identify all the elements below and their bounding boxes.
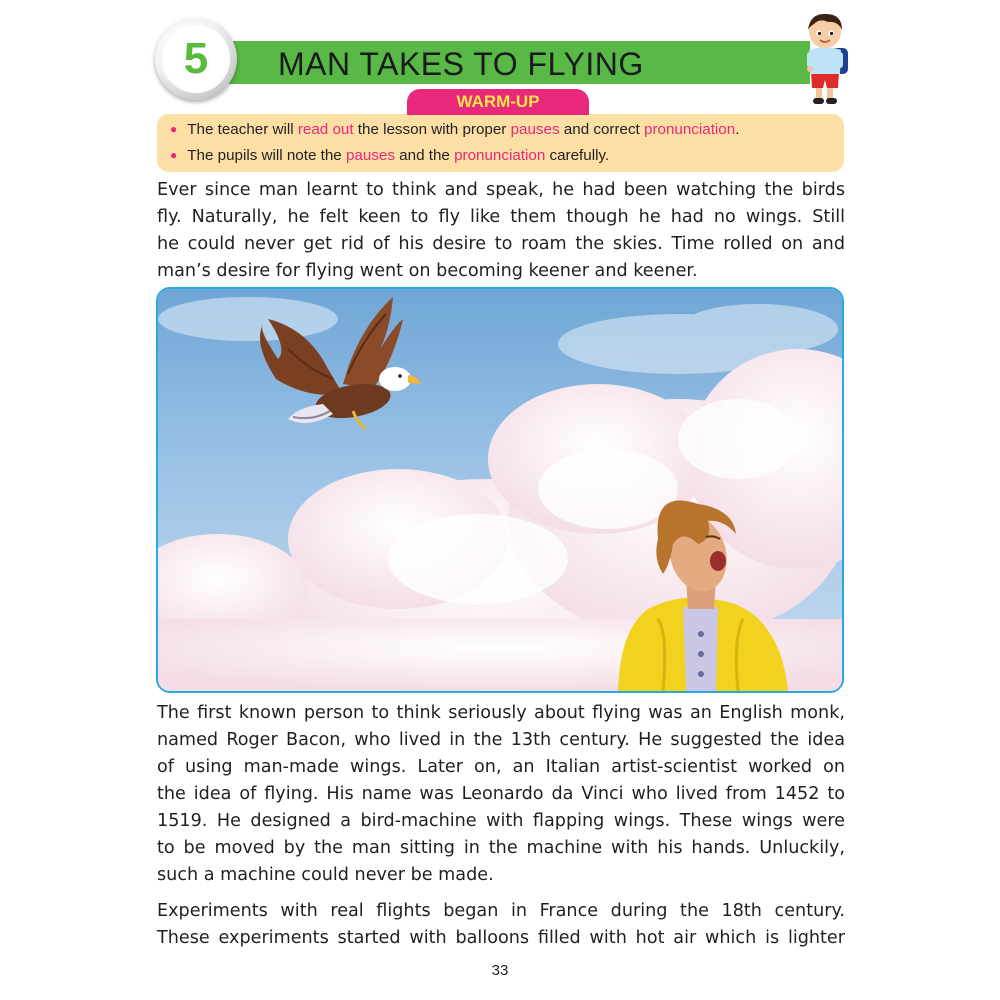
warmup-highlight: pronunciation xyxy=(454,147,546,164)
warmup-line-1 xyxy=(170,118,739,142)
warmup-text: carefully. xyxy=(545,147,610,164)
paragraph-2 xyxy=(157,700,845,889)
text-line: he could never get rid of his desire to roam the skies. Time rolled on and xyxy=(157,234,845,254)
text-line: to be moved by the man sitting in the machine with his hands. Unluckily, xyxy=(157,838,845,858)
warmup-badge: WARM-UP xyxy=(407,89,589,115)
bullet-icon: ● xyxy=(170,148,178,162)
text-line: fly. Naturally, he felt keen to fly like them though he had no wings. Still xyxy=(157,207,845,227)
warmup-text: The pupils will note the xyxy=(187,147,346,164)
illustration xyxy=(156,287,844,693)
text-line: These experiments started with balloons filled with hot air which is lighter xyxy=(157,928,845,948)
text-line: the idea of flying. His name was Leonardo da Vinci who lived from 1452 to xyxy=(157,784,845,804)
text-line: such a machine could never be made. xyxy=(157,865,494,885)
text-line: Ever since man learnt to think and speak, he had been watching the birds xyxy=(157,180,845,200)
page-number: 33 xyxy=(491,962,509,979)
warmup-text: the lesson with proper xyxy=(353,121,511,138)
warmup-highlight: pronunciation xyxy=(644,121,736,138)
warmup-text: and correct xyxy=(559,121,644,138)
text-line: named Roger Bacon, who lived in the 13th century. He suggested the idea xyxy=(157,730,845,750)
text-line: of using man-made wings. Later on, an Italian artist-scientist worked on xyxy=(157,757,845,777)
paragraph-3 xyxy=(157,898,845,952)
warmup-text: The teacher will xyxy=(187,121,298,138)
warmup-highlight: read out xyxy=(297,121,354,138)
text-line: Experiments with real flights began in France during the 18th century. xyxy=(157,901,845,921)
boy-mascot-icon xyxy=(796,8,854,108)
chapter-title: MAN TAKES TO FLYING xyxy=(278,46,644,82)
paragraph-1 xyxy=(157,177,845,285)
warmup-text: and the xyxy=(394,147,455,164)
chapter-number-badge xyxy=(155,18,237,100)
warmup-highlight: pauses xyxy=(510,121,560,138)
warmup-highlight: pauses xyxy=(345,147,395,164)
text-line: 1519. He designed a bird-machine with flapping wings. These wings were xyxy=(157,811,845,831)
sky-eagle-man-illustration xyxy=(158,289,842,691)
text-line: man’s desire for flying went on becoming keener and keener. xyxy=(157,261,698,281)
warmup-line-2 xyxy=(170,144,609,168)
chapter-number: 5 xyxy=(162,25,230,93)
bullet-icon: ● xyxy=(170,122,178,136)
warmup-text: . xyxy=(735,121,740,138)
text-line: The first known person to think seriously about flying was an English monk, xyxy=(157,703,845,723)
